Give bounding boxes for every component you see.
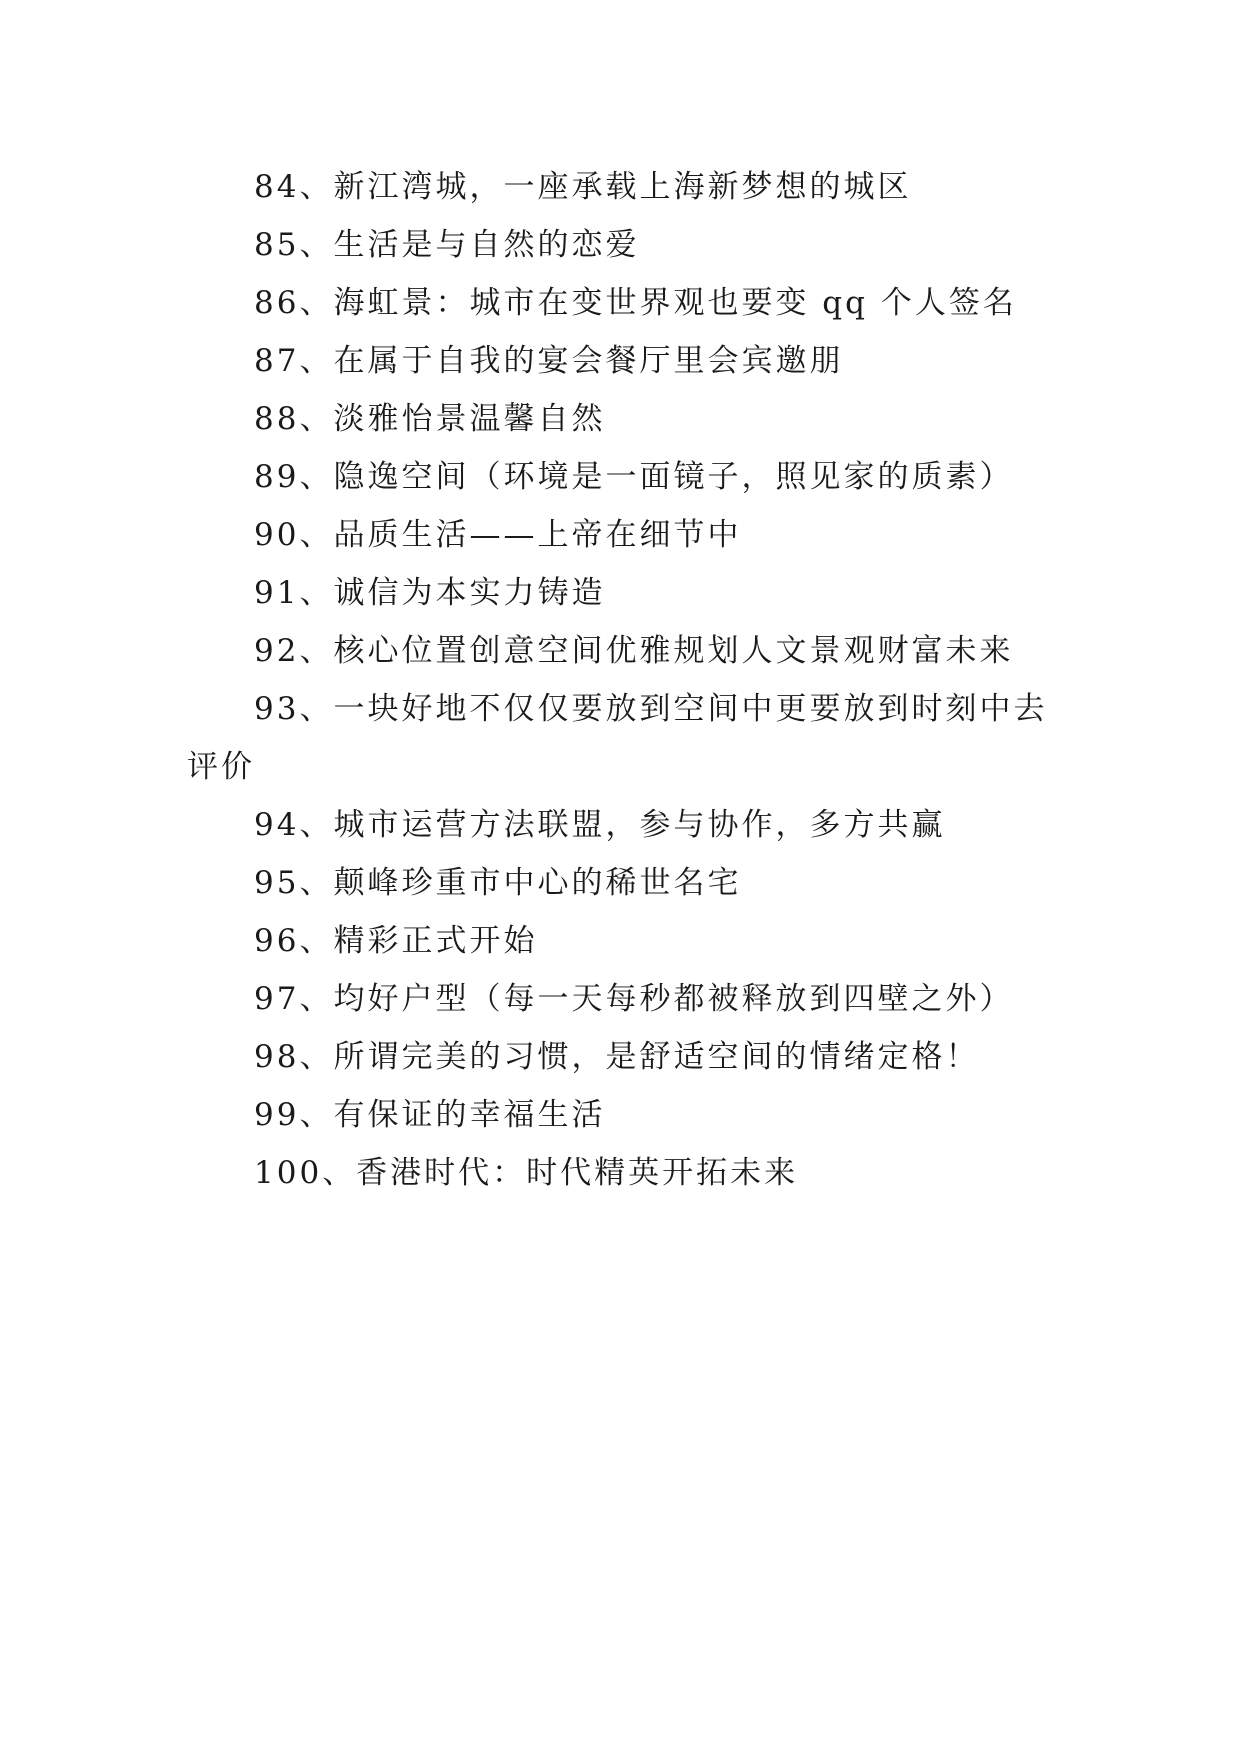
slogan-list xyxy=(187,158,1057,1202)
list-item: 91、诚信为本实力铸造 xyxy=(254,575,606,611)
list-item: 96、精彩正式开始 xyxy=(254,923,538,959)
list-item: 95、颠峰珍重市中心的稀世名宅 xyxy=(254,865,742,901)
list-item: 92、核心位置创意空间优雅规划人文景观财富未来 xyxy=(254,633,1014,669)
list-item: 100、香港时代：时代精英开拓未来 xyxy=(254,1155,799,1191)
list-item: 98、所谓完美的习惯，是舒适空间的情绪定格！ xyxy=(254,1039,980,1075)
list-item: 85、生活是与自然的恋爱 xyxy=(254,227,640,263)
list-item: 87、在属于自我的宴会餐厅里会宾邀朋 xyxy=(254,343,844,379)
list-item: 89、隐逸空间（环境是一面镜子，照见家的质素） xyxy=(254,459,1014,495)
list-item: 94、城市运营方法联盟，参与协作，多方共赢 xyxy=(254,807,946,843)
list-item: 84、新江湾城，一座承载上海新梦想的城区 xyxy=(254,169,912,205)
list-item: 99、有保证的幸福生活 xyxy=(254,1097,606,1133)
list-item: 93、一块好地不仅仅要放到空间中更要放到时刻中去评价 xyxy=(187,691,1048,785)
list-item: 97、均好户型（每一天每秒都被释放到四壁之外） xyxy=(254,981,1014,1017)
list-item: 90、品质生活——上帝在细节中 xyxy=(254,517,742,553)
list-item: 86、海虹景：城市在变世界观也要变 qq 个人签名 xyxy=(254,285,1017,321)
list-item: 88、淡雅怡景温馨自然 xyxy=(254,401,606,437)
